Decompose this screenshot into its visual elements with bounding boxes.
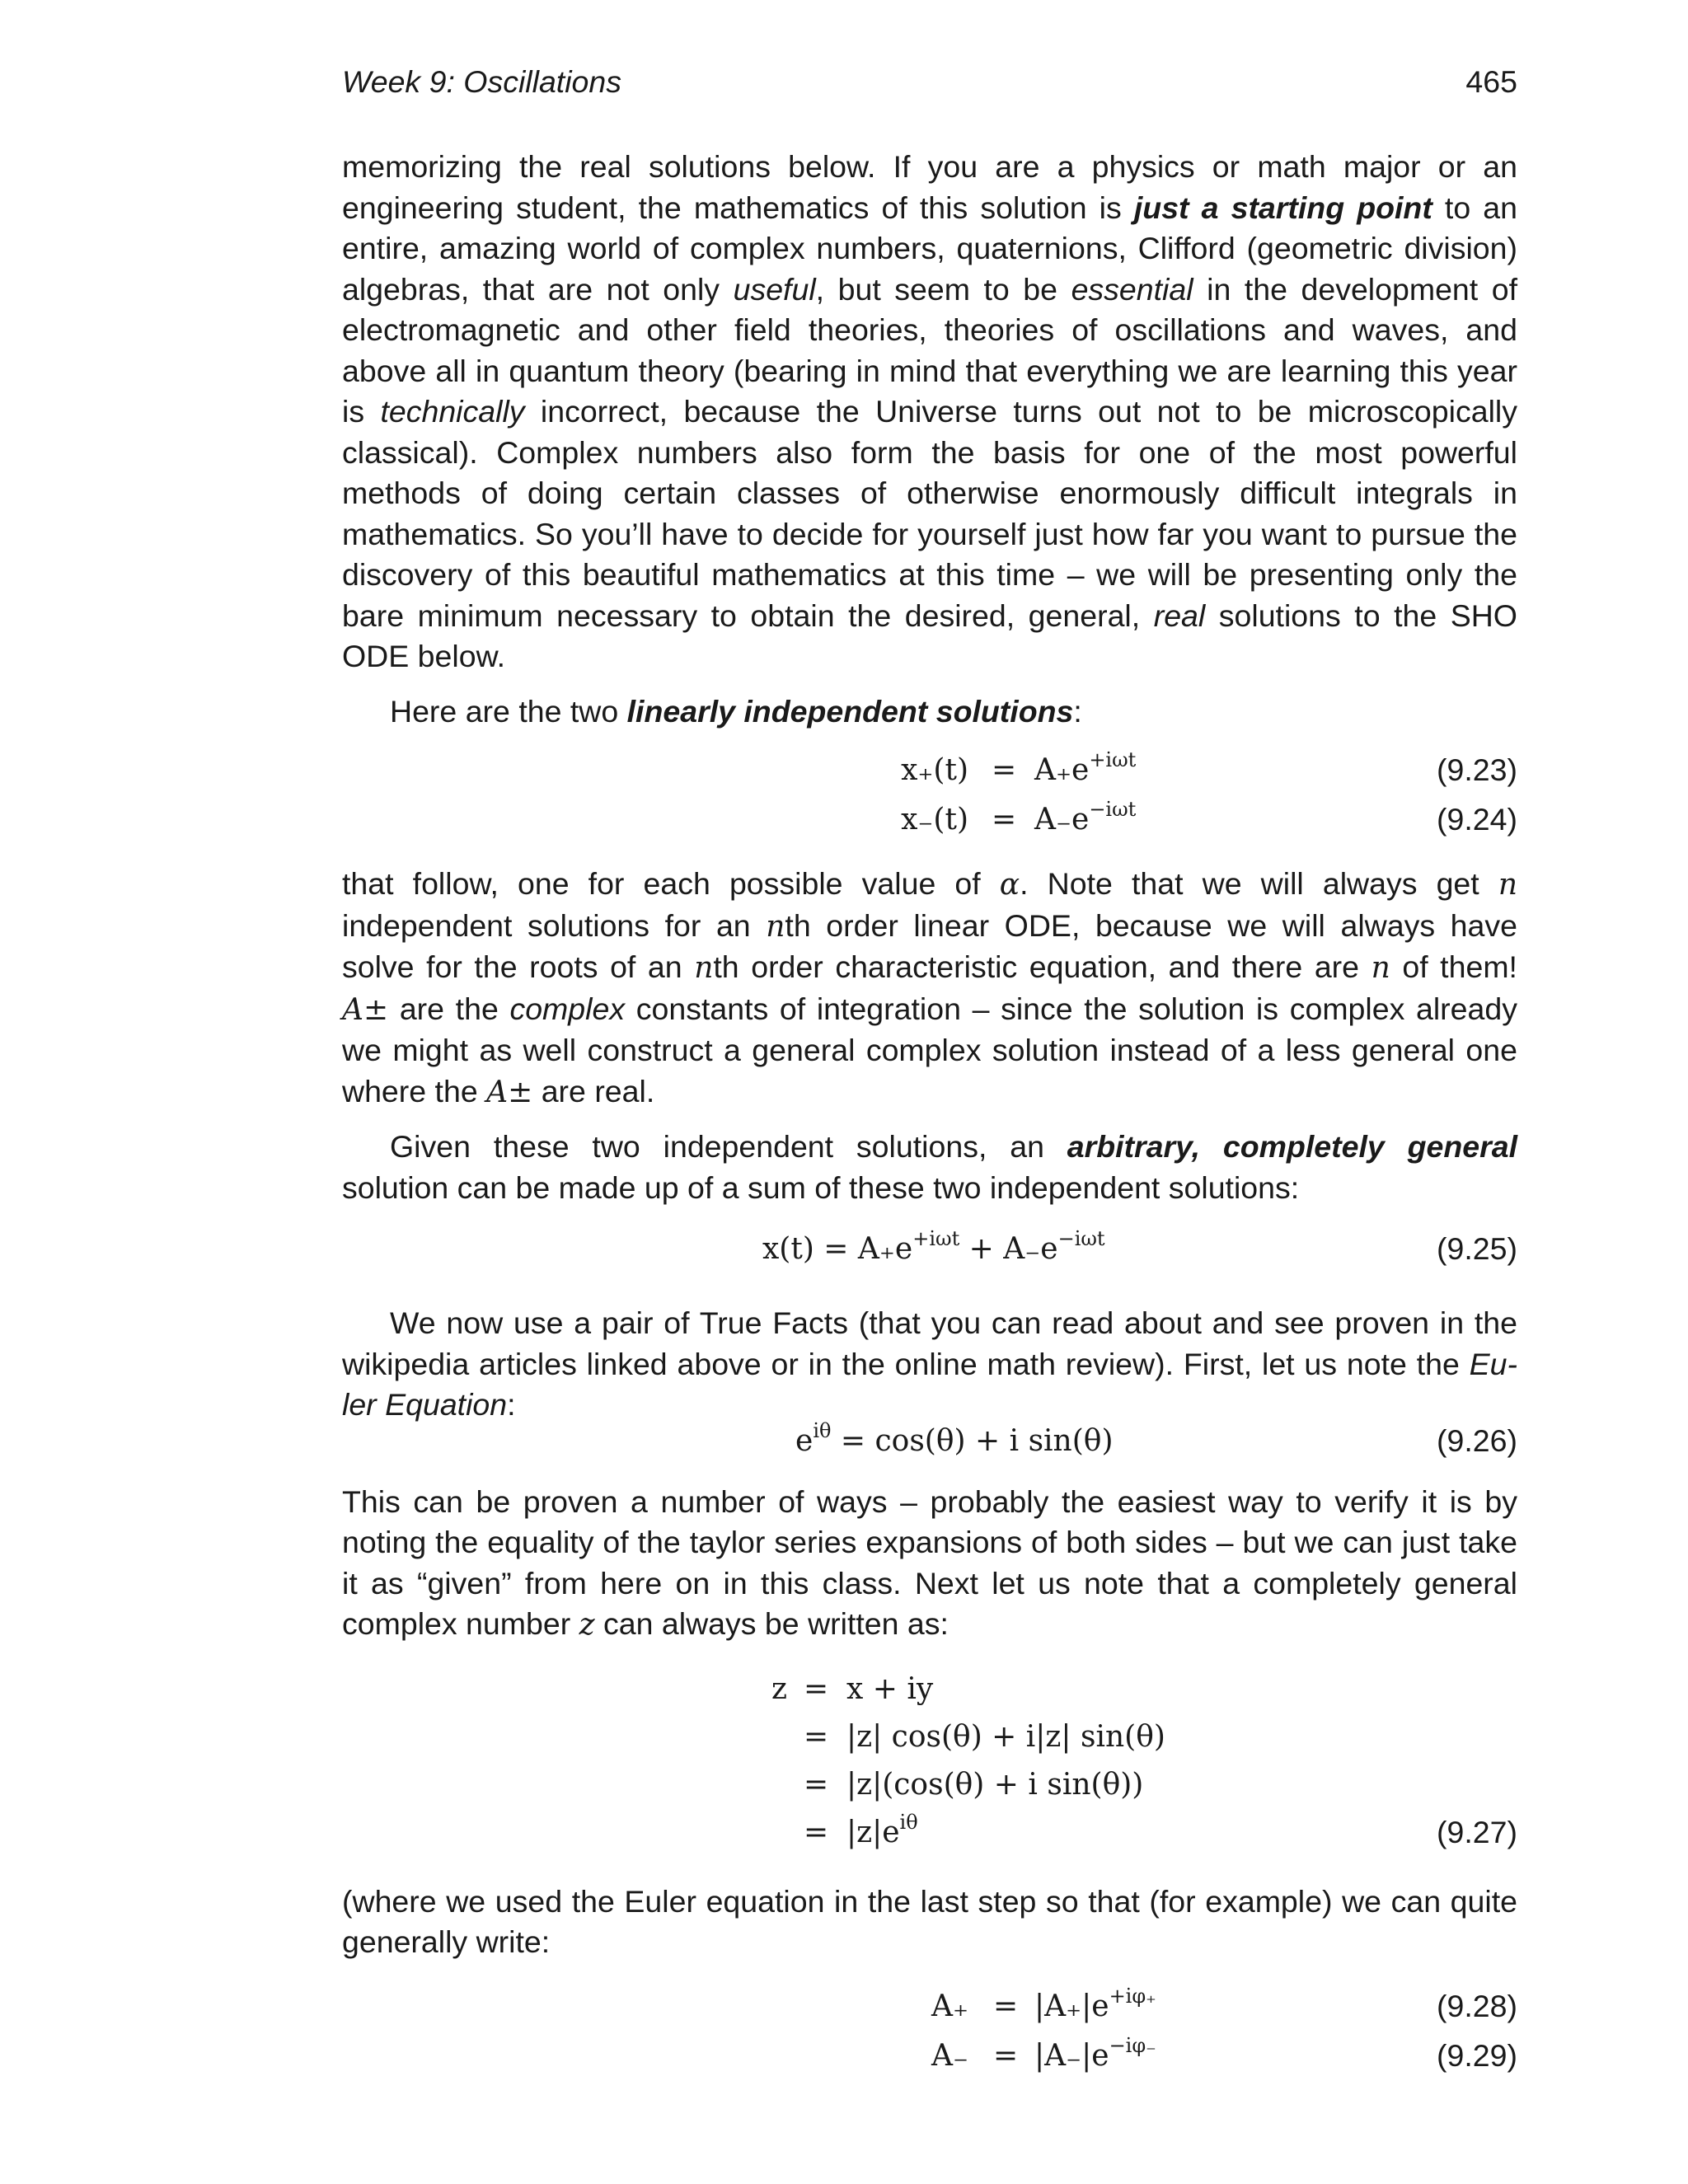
paragraph-euler-usage: (where we used the Euler equation in the last step so that (for example) we can quite generally write:: [342, 1883, 1517, 1959]
equation-row: A₊ = $|A_+|e^{+i\varphi_+}$ (9.28): [342, 1986, 1517, 2036]
equation-number: (9.27): [1437, 1814, 1517, 1849]
equation-number: (9.28): [1437, 1988, 1517, 2023]
page-header: [342, 62, 1517, 103]
equation-number: (9.29): [1437, 2037, 1517, 2073]
equation-number: (9.25): [1437, 1231, 1517, 1266]
equation-row: x₋(t) = $A_-e^{-i\omega t}$ (9.24): [342, 799, 1517, 849]
equation-9-26: $e^{i\theta} = \cos(\theta) + i$ sin(θ) (9.26): [342, 1421, 1517, 1470]
paragraph-general-solution: Given these two independent solutions, an arbitrary, completely general solution can be made up of a sum of these two independent solutions:: [342, 1129, 1517, 1205]
equation-9-27: [342, 1669, 1517, 1860]
equation-9-25: $x(t) = A_+e^{+i\omega t} + A_-e^{-i\omega t}$ (9.25): [342, 1229, 1517, 1278]
equation-row: = |z| cos(θ) + i|z| sin(θ): [804, 1719, 1165, 1754]
equation-row: = $|z|e^{i\theta}$ (9.27): [342, 1812, 1517, 1860]
equation-9-23-9-24: [342, 750, 1517, 849]
equation-row: = |z|(cos(θ) + i sin(θ)): [804, 1767, 1144, 1802]
paragraph-solutions-intro: Here are the two linearly independent solutions:: [390, 693, 1082, 729]
paragraph-intro: memorizing the real solutions below. If you are a physics or math major or an engineering student, the mathematics of this solution is just a starting point to an entire, amazing world of complex numbers, quaternions, Clifford (geometric division) algebras, that are not only useful, but seem to be essential in the development of electromagnetic and other field theories, theories of oscillations and waves, and above all in quantum theory (bearing in mind that everything we are learning this year is technically incorrect, because the Universe turns out not to be microscopically classical). Complex numbers also form the basis for one of the most powerful methods of doing certain classes of otherwise enormously difficult integrals in mathematics. So you’ll have to decide for yourself just how far you want to pursue the discovery of this beautiful mathematics at this time – we will be presenting only the bare minimum necessary to obtain the desired, general, real solutions to the SHO ODE below.: [342, 149, 1518, 673]
equation-number: (9.26): [1437, 1422, 1517, 1458]
equation-row: z = x + iy: [771, 1671, 934, 1706]
equation-number: (9.24): [1437, 802, 1517, 837]
equation-row: x₊(t) = $A_+e^{+i\omega t}$ (9.23): [342, 750, 1517, 799]
equation-9-28-9-29: [342, 1986, 1517, 2085]
equation-row: A₋ = $|A_-|e^{-i\varphi_-}$ (9.29): [342, 2036, 1517, 2085]
paragraph-independent-solutions: that follow, one for each possible value of α. Note that we will always get n independent solutions for an nth order linear ODE, because we will always have solve for the roots of an nth order characteristic equation, and there are n of them! A± are the complex constants of integration – since the solution is complex already we might as well construct a general complex solution instead of a less general one where the A± are real.: [342, 866, 1517, 1109]
equation-number: (9.23): [1437, 752, 1517, 787]
running-title: Week 9: Oscillations: [342, 64, 622, 99]
paragraph-true-facts: We now use a pair of True Facts (that you can read about and see proven in the wikipedia articles linked above or in the online math review). First, let us note the Euler Equation:: [342, 1305, 1517, 1422]
page-body: [342, 147, 1517, 2085]
paragraph-euler-proof: This can be proven a number of ways – probably the easiest way to verify it is by noting the equality of the taylor series expansions of both sides – but we can just take it as “given” from here on in this class. Next let us note that a completely general complex number z can always be written as:: [342, 1483, 1517, 1642]
page-number: 465: [1465, 64, 1517, 99]
